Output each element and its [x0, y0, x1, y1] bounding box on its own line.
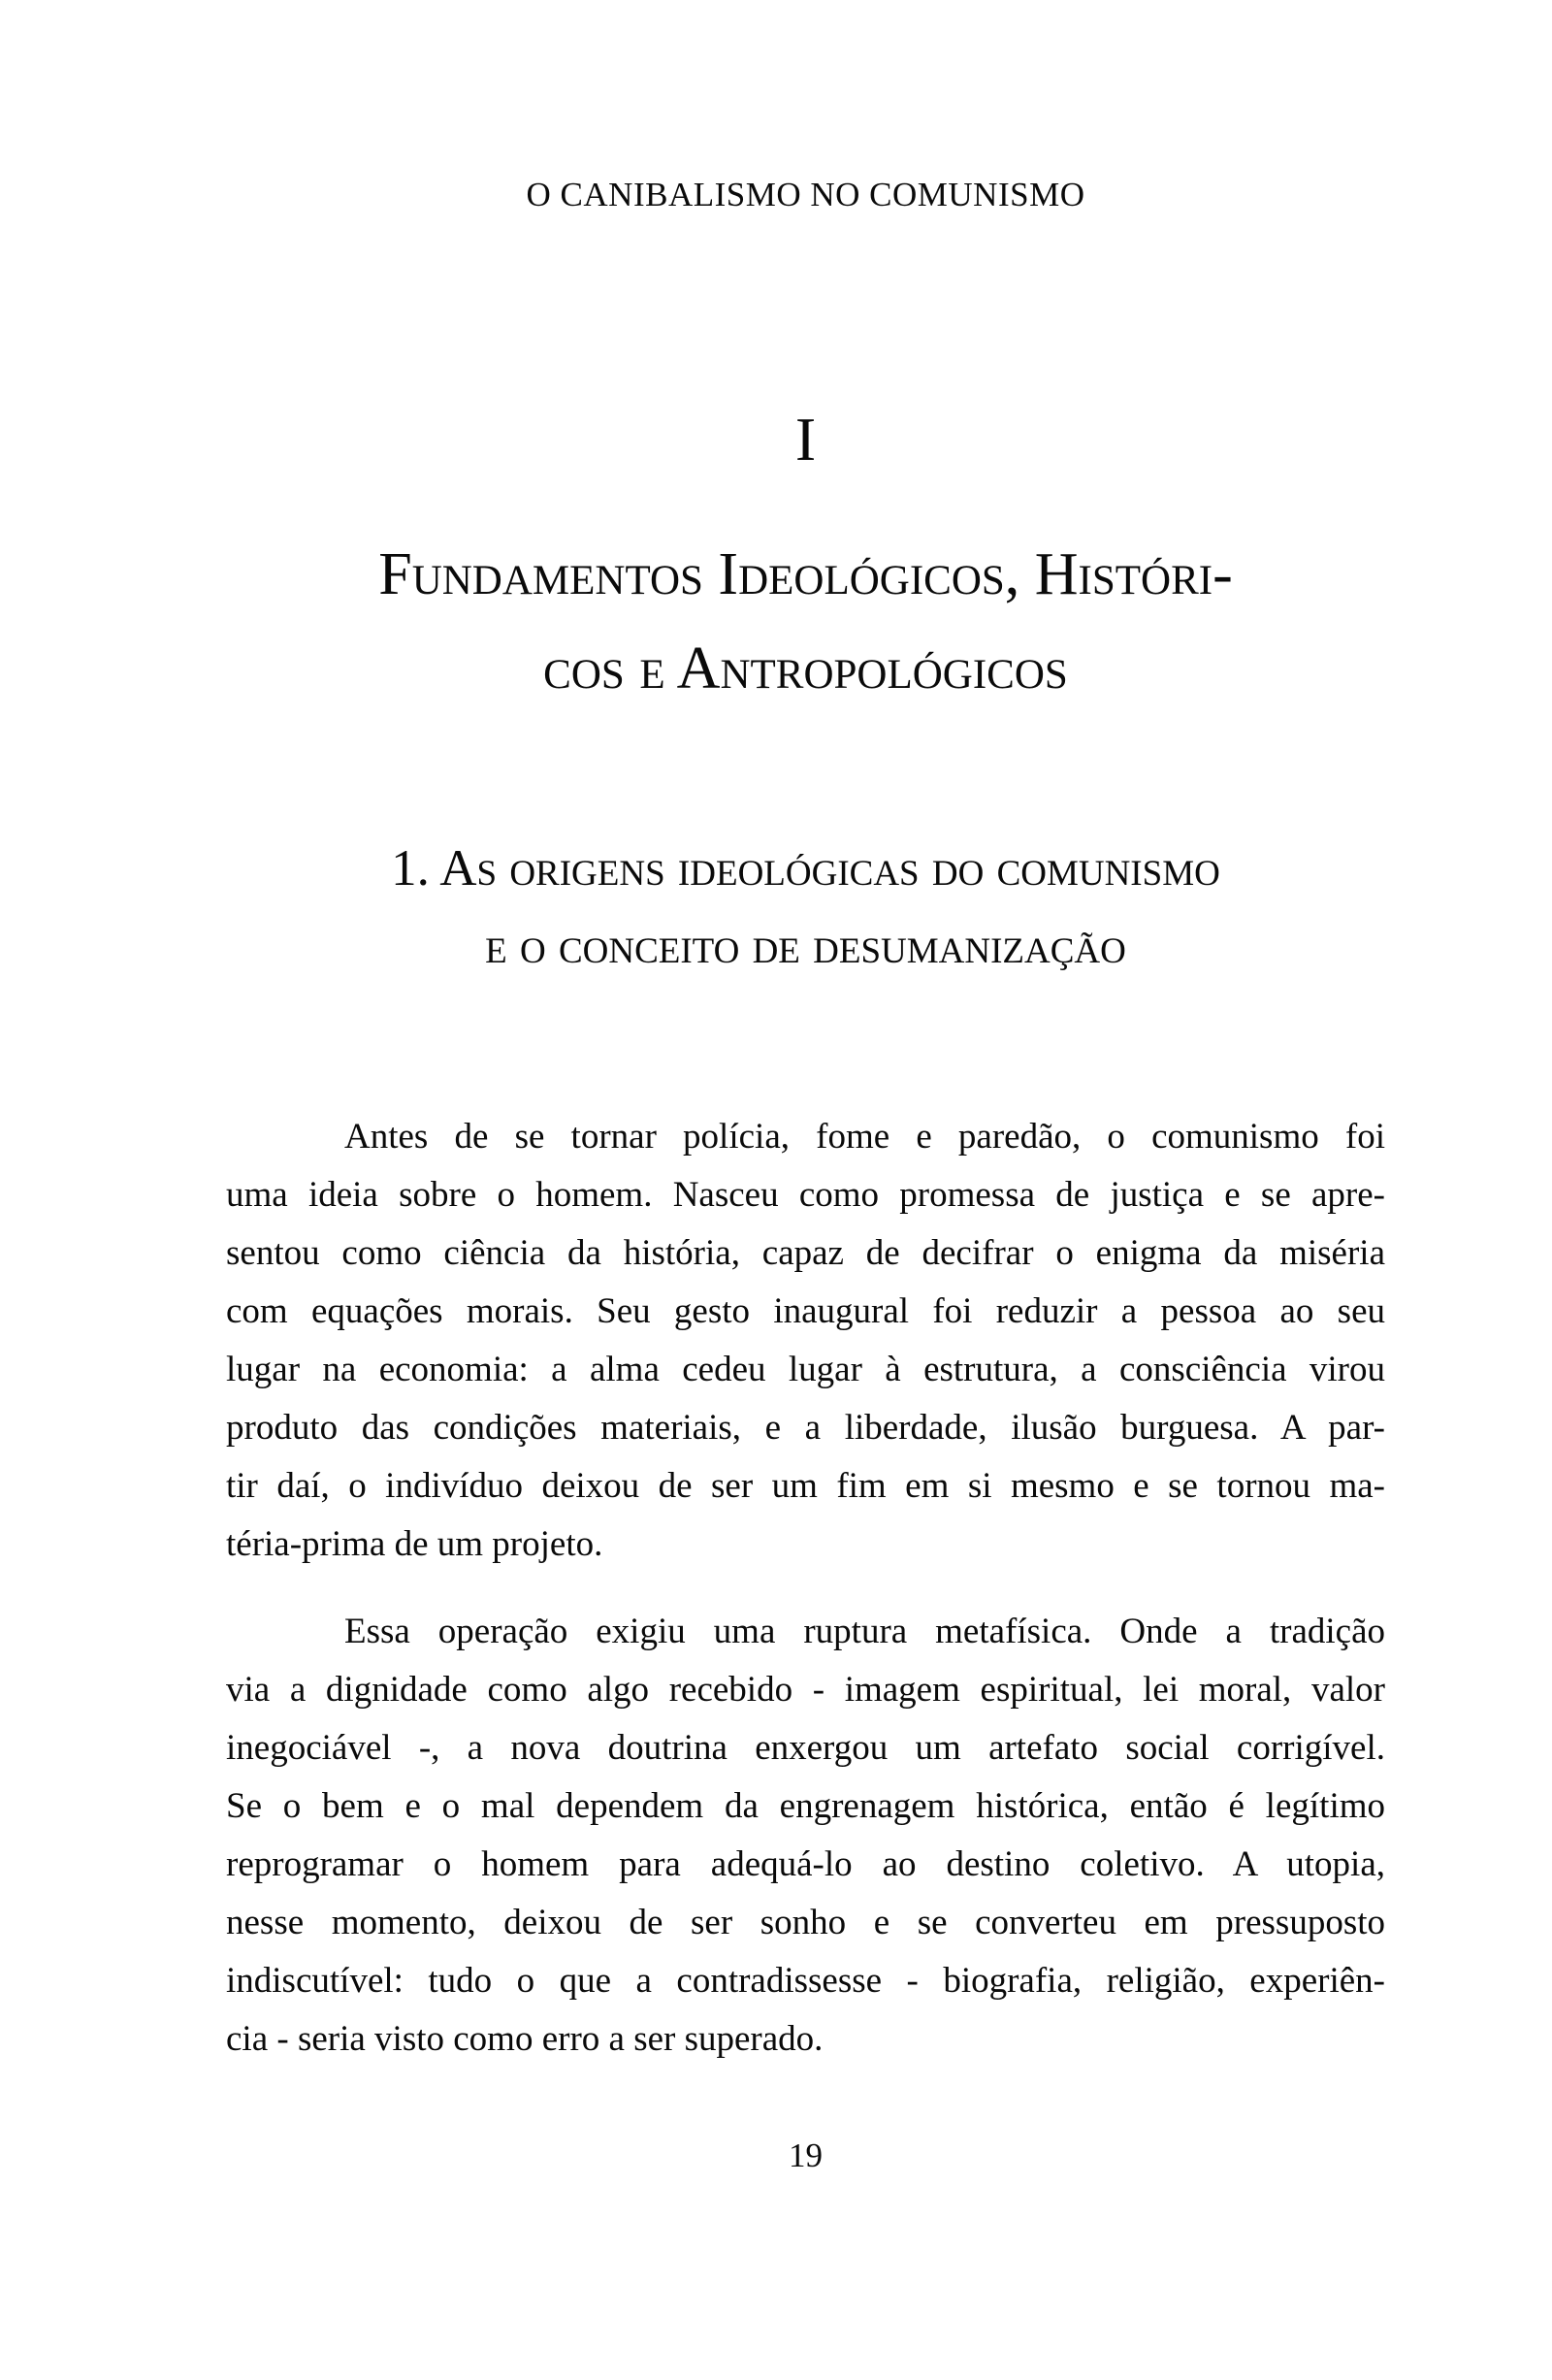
text-line: lugar na economia: a alma cedeu lugar à estrutura, a consciência virou	[226, 1350, 1385, 1389]
text-line: téria-prima de um projeto.	[226, 1524, 603, 1564]
section-heading	[226, 830, 1385, 985]
text-line: inegociável -, a nova doutrina enxergou um artefato social corrigível.	[226, 1728, 1385, 1768]
text-line: Essa operação exigiu uma ruptura metafísica. Onde a tradição	[344, 1612, 1385, 1651]
text-line: uma ideia sobre o homem. Nasceu como promessa de justiça e se apre-	[226, 1175, 1385, 1215]
running-header: O CANIBALISMO NO COMUNISMO	[526, 176, 1085, 213]
chapter-title-line-1: Fundamentos Ideológicos, Históri-	[378, 541, 1233, 607]
chapter-title	[226, 528, 1385, 716]
chapter-number: I	[794, 405, 817, 473]
section-heading-line-1: 1. As origens ideológicas do comunismo	[391, 840, 1220, 897]
paragraph-2	[226, 1603, 1385, 2069]
text-line: tir daí, o indivíduo deixou de ser um fim em si mesmo e se tornou ma-	[226, 1466, 1385, 1506]
text-line: produto das condições materiais, e a liberdade, ilusão burguesa. A par-	[226, 1408, 1385, 1448]
text-line: com equações morais. Seu gesto inaugural foi reduzir a pessoa ao seu	[226, 1291, 1385, 1331]
text-line: indiscutível: tudo o que a contradissesse - biografia, religião, experiên-	[226, 1961, 1385, 2001]
text-line: Se o bem e o mal dependem da engrenagem histórica, então é legítimo	[226, 1786, 1385, 1826]
text-line: Antes de se tornar polícia, fome e paredão, o comunismo foi	[344, 1117, 1385, 1157]
text-line: sentou como ciência da história, capaz de decifrar o enigma da miséria	[226, 1233, 1385, 1273]
chapter-title-line-2: cos e Antropológicos	[543, 636, 1068, 701]
paragraph-1	[226, 1108, 1385, 1574]
section-heading-line-2: e o conceito de desumanização	[485, 918, 1126, 974]
text-line: nesse momento, deixou de ser sonho e se converteu em pressuposto	[226, 1903, 1385, 1942]
body-text	[226, 1108, 1385, 2069]
page-number: 19	[789, 2136, 823, 2174]
text-line: reprogramar o homem para adequá-lo ao destino coletivo. A utopia,	[226, 1844, 1385, 1884]
text-line: cia - seria visto como erro a ser superado.	[226, 2019, 824, 2059]
text-line: via a dignidade como algo recebido - imagem espiritual, lei moral, valor	[226, 1670, 1385, 1710]
